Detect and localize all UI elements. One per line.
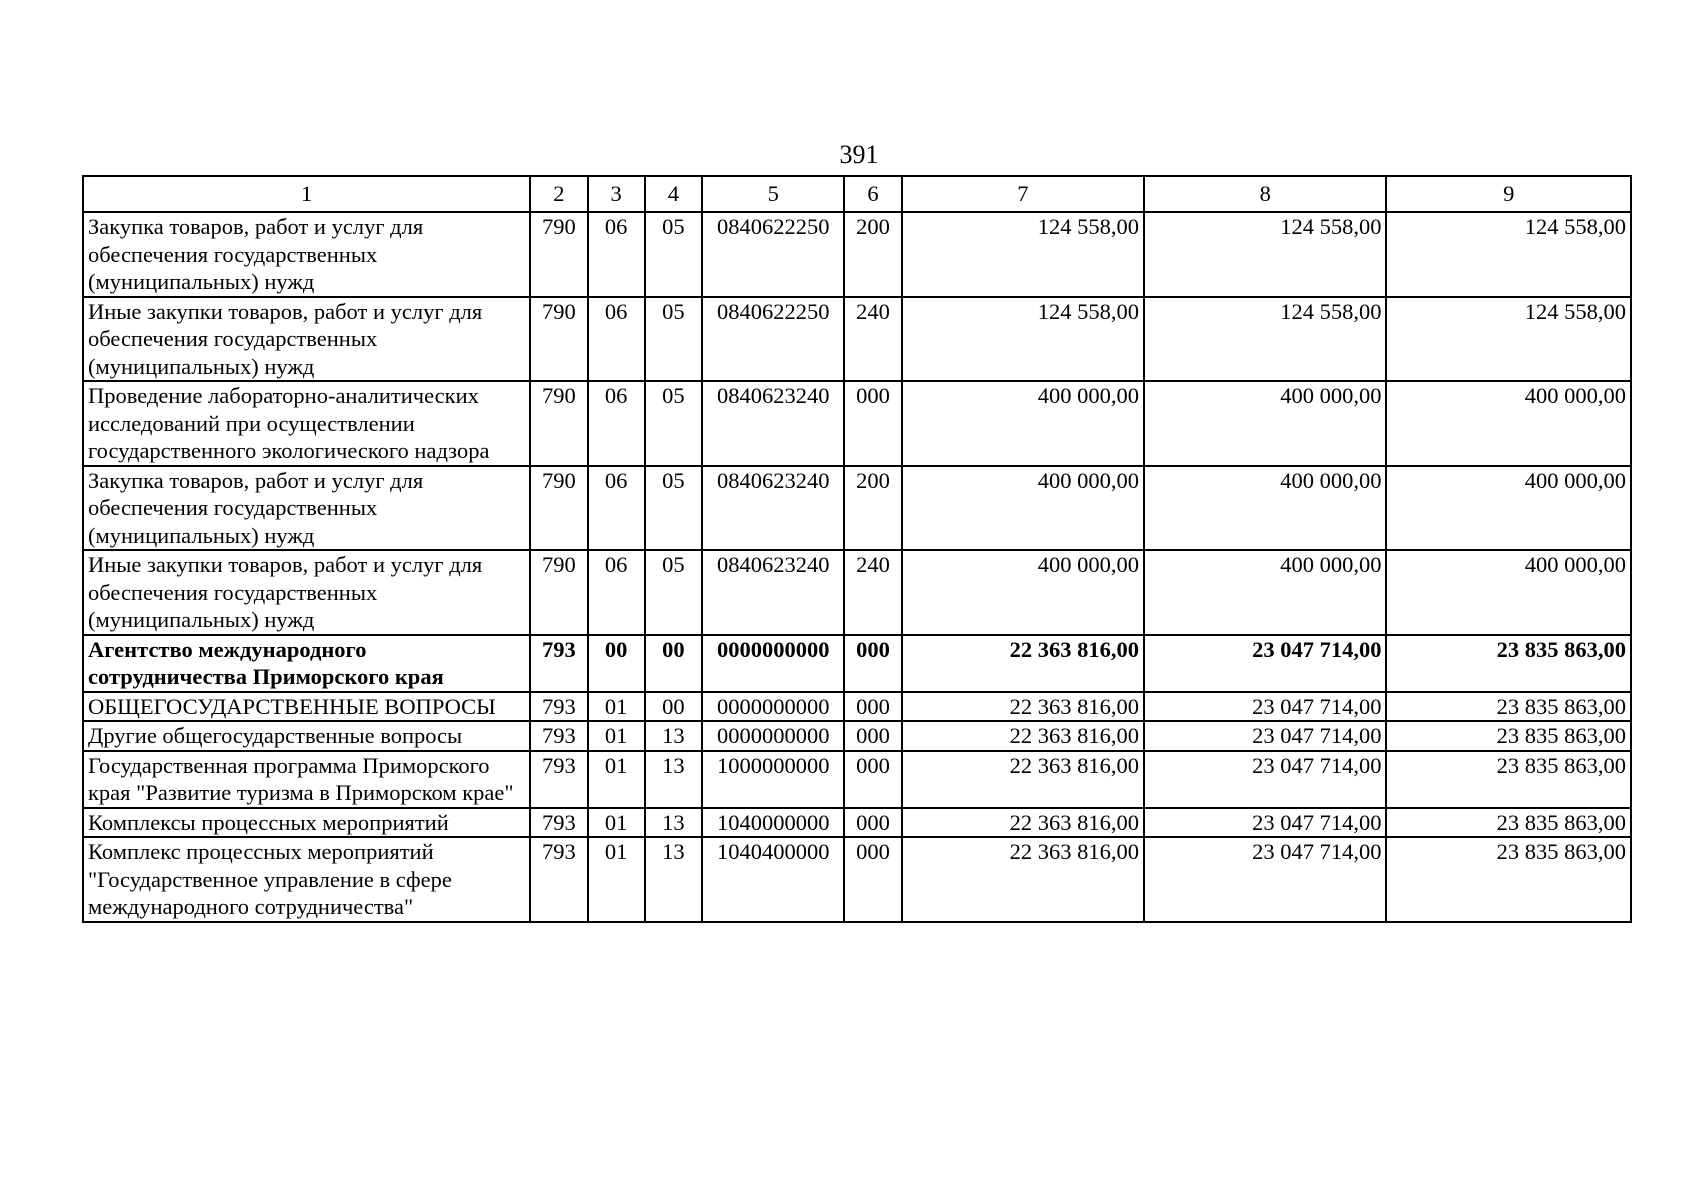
row-description: Другие общегосударственные вопросы bbox=[83, 721, 530, 751]
row-description: Комплексы процессных мероприятий bbox=[83, 808, 530, 838]
table-row bbox=[83, 692, 1631, 722]
row-description: Иные закупки товаров, работ и услуг для обеспечения государственных (муниципальных) нужд bbox=[83, 550, 530, 635]
amount-cell: 23 047 714,00 bbox=[1144, 837, 1386, 922]
amount-cell: 23 047 714,00 bbox=[1144, 751, 1386, 808]
amount-cell: 400 000,00 bbox=[902, 381, 1144, 466]
code-cell: 793 bbox=[530, 837, 587, 922]
amount-cell: 22 363 816,00 bbox=[902, 635, 1144, 692]
amount-cell: 23 835 863,00 bbox=[1386, 751, 1631, 808]
row-description: Закупка товаров, работ и услуг для обеспечения государственных (муниципальных) нужд bbox=[83, 212, 530, 297]
code-cell: 0000000000 bbox=[702, 692, 845, 722]
amount-cell: 400 000,00 bbox=[1144, 381, 1386, 466]
amount-cell: 23 047 714,00 bbox=[1144, 692, 1386, 722]
code-cell: 01 bbox=[588, 721, 645, 751]
table-row bbox=[83, 721, 1631, 751]
row-description: Агентство международного сотрудничества Приморского края bbox=[83, 635, 530, 692]
row-description: Иные закупки товаров, работ и услуг для обеспечения государственных (муниципальных) нужд bbox=[83, 297, 530, 382]
page-number: 391 bbox=[839, 140, 879, 169]
table-row bbox=[83, 297, 1631, 382]
column-number-row bbox=[83, 176, 1631, 212]
amount-cell: 23 835 863,00 bbox=[1386, 635, 1631, 692]
row-description: ОБЩЕГОСУДАРСТВЕННЫЕ ВОПРОСЫ bbox=[83, 692, 530, 722]
amount-cell: 124 558,00 bbox=[902, 212, 1144, 297]
table-row bbox=[83, 635, 1631, 692]
amount-cell: 22 363 816,00 bbox=[902, 837, 1144, 922]
column-header: 9 bbox=[1386, 176, 1631, 212]
code-cell: 000 bbox=[844, 381, 901, 466]
code-cell: 200 bbox=[844, 212, 901, 297]
code-cell: 05 bbox=[645, 466, 702, 551]
table-row bbox=[83, 381, 1631, 466]
table-row bbox=[83, 751, 1631, 808]
code-cell: 00 bbox=[645, 635, 702, 692]
code-cell: 1040000000 bbox=[702, 808, 845, 838]
code-cell: 790 bbox=[530, 550, 587, 635]
code-cell: 13 bbox=[645, 751, 702, 808]
amount-cell: 23 835 863,00 bbox=[1386, 692, 1631, 722]
amount-cell: 23 835 863,00 bbox=[1386, 837, 1631, 922]
code-cell: 0840622250 bbox=[702, 297, 845, 382]
code-cell: 000 bbox=[844, 635, 901, 692]
row-description: Государственная программа Приморского края "Развитие туризма в Приморском крае" bbox=[83, 751, 530, 808]
code-cell: 00 bbox=[588, 635, 645, 692]
code-cell: 13 bbox=[645, 837, 702, 922]
column-header: 1 bbox=[83, 176, 530, 212]
code-cell: 793 bbox=[530, 751, 587, 808]
code-cell: 0840623240 bbox=[702, 550, 845, 635]
amount-cell: 400 000,00 bbox=[1144, 466, 1386, 551]
amount-cell: 124 558,00 bbox=[902, 297, 1144, 382]
code-cell: 06 bbox=[588, 381, 645, 466]
code-cell: 01 bbox=[588, 808, 645, 838]
amount-cell: 400 000,00 bbox=[1386, 466, 1631, 551]
column-header: 2 bbox=[530, 176, 587, 212]
column-header: 7 bbox=[902, 176, 1144, 212]
code-cell: 13 bbox=[645, 808, 702, 838]
code-cell: 01 bbox=[588, 837, 645, 922]
amount-cell: 22 363 816,00 bbox=[902, 692, 1144, 722]
code-cell: 06 bbox=[588, 550, 645, 635]
amount-cell: 23 835 863,00 bbox=[1386, 808, 1631, 838]
amount-cell: 124 558,00 bbox=[1144, 212, 1386, 297]
code-cell: 05 bbox=[645, 550, 702, 635]
code-cell: 0840623240 bbox=[702, 466, 845, 551]
amount-cell: 124 558,00 bbox=[1386, 212, 1631, 297]
amount-cell: 400 000,00 bbox=[902, 550, 1144, 635]
code-cell: 1000000000 bbox=[702, 751, 845, 808]
code-cell: 05 bbox=[645, 381, 702, 466]
table-body bbox=[83, 212, 1631, 922]
budget-table bbox=[82, 175, 1632, 923]
amount-cell: 22 363 816,00 bbox=[902, 751, 1144, 808]
code-cell: 200 bbox=[844, 466, 901, 551]
table-row bbox=[83, 550, 1631, 635]
amount-cell: 124 558,00 bbox=[1386, 297, 1631, 382]
amount-cell: 23 047 714,00 bbox=[1144, 808, 1386, 838]
code-cell: 0000000000 bbox=[702, 721, 845, 751]
column-header: 6 bbox=[844, 176, 901, 212]
code-cell: 793 bbox=[530, 721, 587, 751]
code-cell: 000 bbox=[844, 751, 901, 808]
amount-cell: 124 558,00 bbox=[1144, 297, 1386, 382]
code-cell: 790 bbox=[530, 466, 587, 551]
row-description: Проведение лабораторно-аналитических исследований при осуществлении государственного экологического надзора bbox=[83, 381, 530, 466]
code-cell: 0840623240 bbox=[702, 381, 845, 466]
amount-cell: 400 000,00 bbox=[1144, 550, 1386, 635]
code-cell: 1040400000 bbox=[702, 837, 845, 922]
code-cell: 790 bbox=[530, 212, 587, 297]
column-header: 5 bbox=[702, 176, 845, 212]
amount-cell: 400 000,00 bbox=[1386, 550, 1631, 635]
code-cell: 0000000000 bbox=[702, 635, 845, 692]
code-cell: 000 bbox=[844, 837, 901, 922]
amount-cell: 22 363 816,00 bbox=[902, 808, 1144, 838]
code-cell: 000 bbox=[844, 808, 901, 838]
table-row bbox=[83, 466, 1631, 551]
code-cell: 00 bbox=[645, 692, 702, 722]
code-cell: 06 bbox=[588, 212, 645, 297]
code-cell: 01 bbox=[588, 692, 645, 722]
code-cell: 793 bbox=[530, 692, 587, 722]
column-header: 8 bbox=[1144, 176, 1386, 212]
table-row bbox=[83, 837, 1631, 922]
code-cell: 01 bbox=[588, 751, 645, 808]
code-cell: 06 bbox=[588, 297, 645, 382]
amount-cell: 400 000,00 bbox=[1386, 381, 1631, 466]
code-cell: 05 bbox=[645, 212, 702, 297]
code-cell: 000 bbox=[844, 692, 901, 722]
code-cell: 790 bbox=[530, 297, 587, 382]
column-header: 4 bbox=[645, 176, 702, 212]
code-cell: 06 bbox=[588, 466, 645, 551]
row-description: Комплекс процессных мероприятий "Государственное управление в сфере международного сотрудничества" bbox=[83, 837, 530, 922]
amount-cell: 22 363 816,00 bbox=[902, 721, 1144, 751]
code-cell: 05 bbox=[645, 297, 702, 382]
amount-cell: 23 047 714,00 bbox=[1144, 721, 1386, 751]
column-header: 3 bbox=[588, 176, 645, 212]
amount-cell: 23 047 714,00 bbox=[1144, 635, 1386, 692]
table-row bbox=[83, 808, 1631, 838]
code-cell: 793 bbox=[530, 808, 587, 838]
code-cell: 13 bbox=[645, 721, 702, 751]
code-cell: 240 bbox=[844, 550, 901, 635]
code-cell: 793 bbox=[530, 635, 587, 692]
amount-cell: 23 835 863,00 bbox=[1386, 721, 1631, 751]
amount-cell: 400 000,00 bbox=[902, 466, 1144, 551]
code-cell: 790 bbox=[530, 381, 587, 466]
code-cell: 000 bbox=[844, 721, 901, 751]
table-row bbox=[83, 212, 1631, 297]
code-cell: 240 bbox=[844, 297, 901, 382]
row-description: Закупка товаров, работ и услуг для обеспечения государственных (муниципальных) нужд bbox=[83, 466, 530, 551]
code-cell: 0840622250 bbox=[702, 212, 845, 297]
